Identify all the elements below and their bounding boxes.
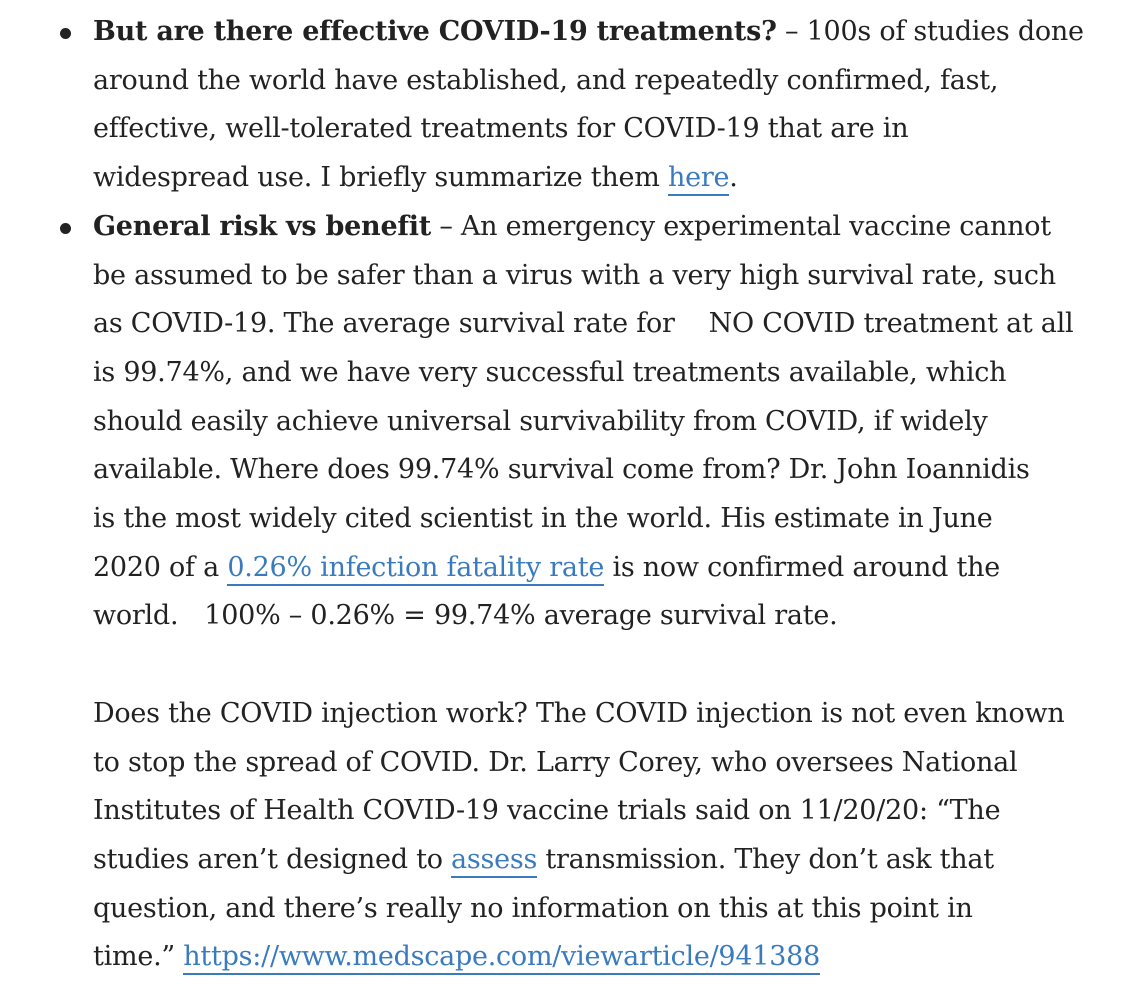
text-segment: studies aren’t designed to — [93, 843, 443, 875]
medscape-url-link[interactable]: https://www.medscape.com/viewarticle/941388 — [183, 941, 820, 975]
text-segment: time.” — [93, 941, 184, 973]
text-line: to stop the spread of COVID. Dr. Larry Corey, who oversees National — [93, 746, 1018, 778]
bullet-dot-icon — [60, 223, 71, 234]
text-line — [93, 836, 1093, 885]
text-segment: as COVID-19. The average survival rate for — [93, 308, 675, 340]
text-segment: NO COVID treatment at all — [708, 308, 1074, 340]
text-line: be assumed to be safer than a virus with a very high survival rate, such — [93, 259, 1056, 291]
text-line: is the most widely cited scientist in the world. His estimate in June — [93, 503, 993, 535]
text-line — [93, 933, 1093, 982]
text-line: around the world have established, and repeatedly confirmed, fast, — [93, 64, 999, 96]
here-link[interactable]: here — [668, 162, 729, 196]
text-line: effective, well-tolerated treatments for COVID-19 that are in — [93, 113, 909, 145]
text-segment: 100s of studies done — [806, 16, 1084, 47]
text-line — [93, 592, 1093, 641]
paragraph-spacer — [93, 641, 1093, 690]
text-line: available. Where does 99.74% survival come from? Dr. John Ioannidis — [93, 454, 1030, 486]
text-line: is 99.74%, and we have very successful treatments available, which — [93, 356, 1007, 388]
text-segment: 100% – 0.26% = 99.74% average survival rate. — [204, 600, 838, 632]
text-segment: 2020 of a — [93, 551, 219, 583]
article-body — [93, 8, 1093, 982]
text-segment: widespread use. I briefly summarize them — [93, 162, 660, 194]
text-segment: is now confirmed around the — [612, 551, 1000, 583]
text-segment: An emergency experimental vaccine cannot — [460, 210, 1051, 242]
dash: – — [439, 210, 453, 242]
bullet-item-risk-benefit — [93, 203, 1093, 641]
assess-link[interactable]: assess — [451, 844, 537, 878]
text-line: question, and there’s really no information on this at this point in — [93, 892, 973, 924]
text-line — [93, 544, 1093, 593]
text-line — [93, 203, 1093, 252]
text-line: Institutes of Health COVID-19 vaccine trials said on 11/20/20: “The — [93, 795, 1001, 827]
bullet-list — [93, 8, 1093, 641]
text-line: should easily achieve universal survivability from COVID, if widely — [93, 405, 988, 437]
text-line: Does the COVID injection work? The COVID injection is not even known — [93, 697, 1065, 729]
text-line — [93, 300, 1093, 349]
text-line — [93, 154, 1093, 203]
bullet-dot-icon — [60, 28, 71, 39]
text-segment: world. — [93, 600, 179, 632]
text-segment: transmission. They don’t ask that — [545, 843, 994, 875]
infection-fatality-rate-link[interactable]: 0.26% infection fatality rate — [227, 552, 604, 586]
text-segment: . — [729, 162, 738, 194]
paragraph-injection — [93, 690, 1093, 982]
bullet-heading-risk: General risk vs benefit — [93, 210, 431, 242]
text-line — [93, 8, 1093, 57]
dash: – — [785, 16, 799, 47]
bullet-item-treatments — [93, 8, 1093, 203]
bullet-heading-treatments: But are there effective COVID-19 treatments? — [93, 16, 777, 47]
